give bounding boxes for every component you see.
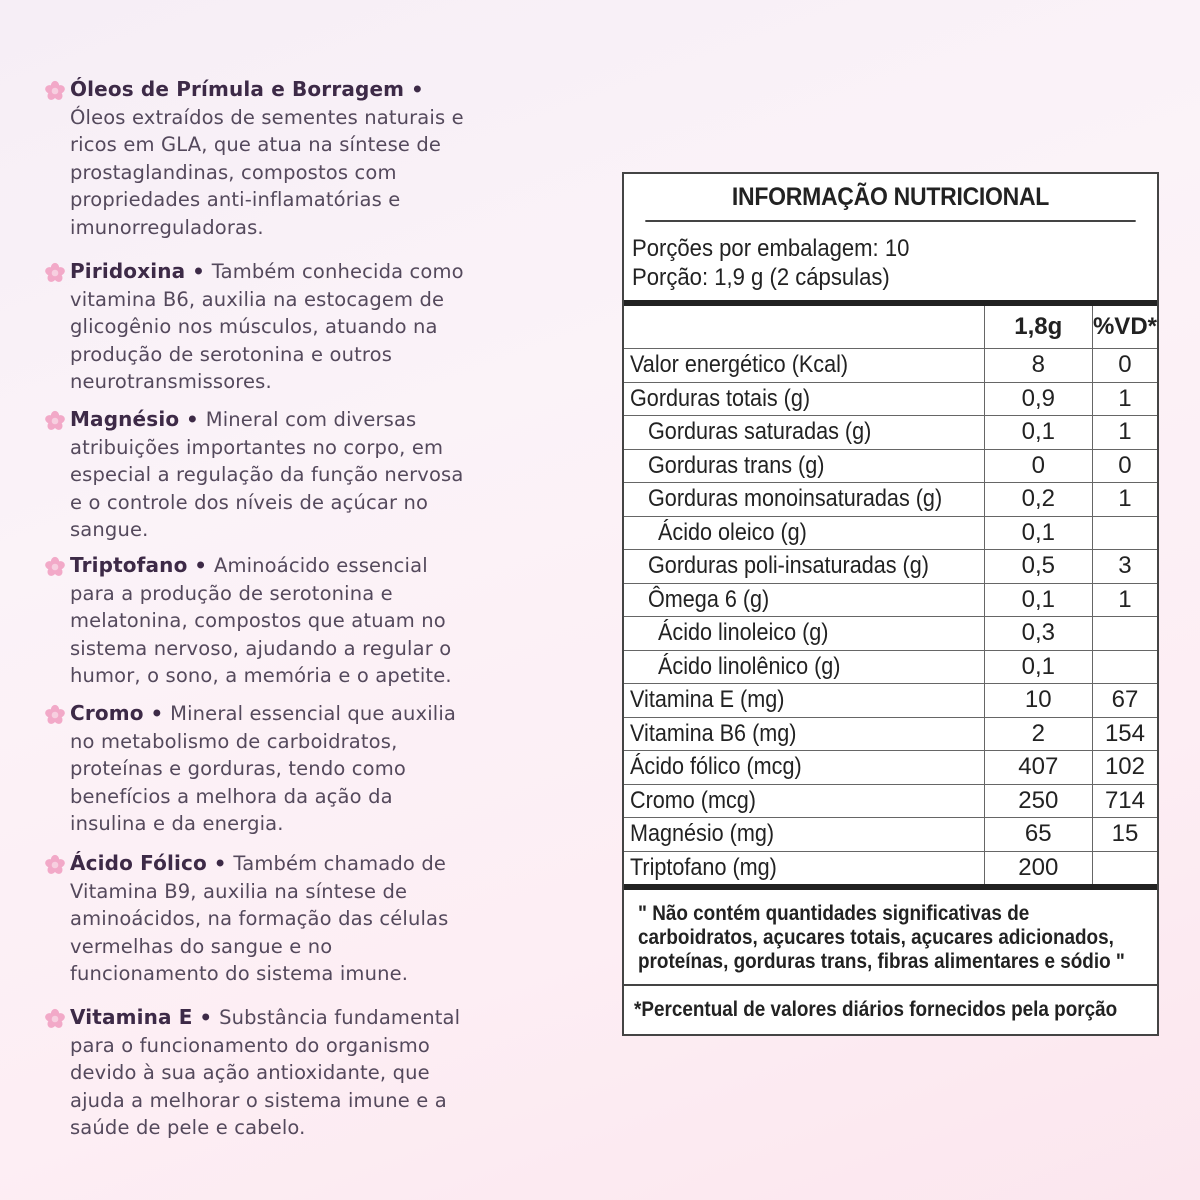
ingredient-item <box>44 1004 520 1142</box>
nutrient-row <box>624 784 1157 818</box>
nutrient-label-cell <box>624 416 984 450</box>
nutrient-daily-value: 1 <box>1092 583 1157 617</box>
ingredient-description-line: glicogênio nos músculos, atuando na <box>70 315 438 338</box>
nutrient-daily-value <box>1092 650 1157 684</box>
nutrient-label: Gorduras monoinsaturadas (g) <box>648 485 943 513</box>
bullet-separator: • <box>404 78 424 101</box>
nutrient-label: Ácido fólico (mcg) <box>630 753 802 781</box>
nutrient-daily-value <box>1092 516 1157 550</box>
ingredient-description-line: devido à sua ação antioxidante, que <box>70 1061 430 1084</box>
nutrient-amount: 0,9 <box>984 382 1092 416</box>
ingredient-description-line: sangue. <box>70 518 149 541</box>
nutrient-daily-value: 0 <box>1092 449 1157 483</box>
ingredient-description-line: melatonina, compostos que atuam no <box>70 609 446 632</box>
ingredient-name: Vitamina E <box>70 1005 193 1029</box>
nutrient-daily-value: 1 <box>1092 382 1157 416</box>
nutrient-amount: 407 <box>984 751 1092 785</box>
nutrient-label: Magnésio (mg) <box>630 820 775 848</box>
nutrient-label: Gorduras poli-insaturadas (g) <box>648 552 929 580</box>
nutrient-label-cell <box>624 550 984 584</box>
nutrient-label: Vitamina B6 (mg) <box>630 719 797 747</box>
ingredient-description-line: neurotransmissores. <box>70 370 272 393</box>
nutrient-amount: 0,2 <box>984 483 1092 517</box>
ingredient-name: Piridoxina <box>70 259 186 283</box>
nutrient-label-cell <box>624 382 984 416</box>
flower-icon <box>44 704 66 726</box>
nutrient-amount: 2 <box>984 717 1092 751</box>
ingredient-heading-line <box>70 700 520 728</box>
note-line: " Não contém quantidades significativas de <box>638 902 1030 925</box>
nutrient-row <box>624 483 1157 517</box>
nutrient-label: Cromo (mcg) <box>630 786 757 814</box>
ingredient-description-line: ajuda a melhorar o sistema imune e a <box>70 1088 447 1112</box>
ingredient-item <box>44 76 520 241</box>
bullet-separator: • <box>185 260 212 283</box>
ingredient-heading-line <box>70 850 520 878</box>
nutrient-amount: 0,1 <box>984 516 1092 550</box>
note-line: proteínas, gorduras trans, fibras alimentares e sódio " <box>638 950 1125 973</box>
ingredient-heading-line <box>70 552 520 580</box>
ingredient-name: Óleos de Prímula e Borragem <box>70 77 405 101</box>
nutrient-amount: 0,3 <box>984 617 1092 651</box>
nutrient-label-cell <box>624 583 984 617</box>
nutrient-label: Ômega 6 (g) <box>648 585 770 613</box>
ingredient-name: Cromo <box>70 701 144 725</box>
header-empty-cell <box>624 306 984 349</box>
nutrient-amount: 8 <box>984 349 1092 383</box>
nutrient-daily-value <box>1092 617 1157 651</box>
ingredient-description-line: vermelhas do sangue e no <box>70 934 333 958</box>
ingredient-description-line: imunorreguladoras. <box>70 215 264 239</box>
nutrient-daily-value <box>1092 851 1157 884</box>
ingredient-description-line: saúde de pele e cabelo. <box>70 1116 306 1139</box>
bullet-separator: • <box>192 1006 220 1029</box>
nutrition-note <box>624 884 1157 984</box>
nutrient-daily-value: 3 <box>1092 550 1157 584</box>
nutrient-row <box>624 449 1157 483</box>
nutrient-label: Gorduras totais (g) <box>630 384 811 412</box>
flower-icon <box>44 80 66 102</box>
nutrient-daily-value: 15 <box>1092 818 1157 852</box>
nutrient-label: Valor energético (Kcal) <box>630 351 849 379</box>
flower-icon <box>44 1008 66 1030</box>
nutrient-amount: 250 <box>984 784 1092 818</box>
nutrient-daily-value: 102 <box>1092 751 1157 785</box>
nutrient-row <box>624 583 1157 617</box>
nutrient-label: Gorduras trans (g) <box>648 451 825 479</box>
nutrient-row <box>624 516 1157 550</box>
nutrient-label-cell <box>624 717 984 751</box>
servings-per-package: Porções por embalagem: 10 <box>632 235 910 262</box>
ingredient-name: Magnésio <box>70 407 180 431</box>
nutrient-amount: 65 <box>984 818 1092 852</box>
ingredient-description-line: Óleos extraídos de sementes naturais e <box>70 105 464 129</box>
ingredient-description-first: Também conhecida como <box>211 260 464 283</box>
ingredient-heading-line <box>70 1004 520 1032</box>
nutrition-facts-table <box>622 172 1159 1036</box>
nutrition-title: INFORMAÇÃO NUTRICIONAL <box>645 174 1135 222</box>
nutrient-row <box>624 818 1157 852</box>
ingredient-description-line: sistema nervoso, ajudando a regular o <box>70 636 452 660</box>
note-line: carboidratos, açucares totais, açucares adicionados, <box>638 926 1114 949</box>
nutrient-row <box>624 751 1157 785</box>
nutrient-label-cell <box>624 349 984 383</box>
flower-icon <box>44 556 66 578</box>
nutrient-row <box>624 416 1157 450</box>
nutrient-amount: 0,1 <box>984 583 1092 617</box>
nutrient-label-cell <box>624 617 984 651</box>
nutrient-row <box>624 684 1157 718</box>
nutrient-amount: 0 <box>984 449 1092 483</box>
nutrient-label: Gorduras saturadas (g) <box>648 418 872 446</box>
ingredient-name: Triptofano <box>70 553 188 577</box>
ingredient-description-line: para o funcionamento do organismo <box>70 1033 430 1057</box>
portion-info <box>624 222 1157 306</box>
nutrient-label-cell <box>624 449 984 483</box>
nutrient-row <box>624 617 1157 651</box>
ingredient-description-line: ricos em GLA, que atua na síntese de <box>70 133 442 156</box>
nutrient-daily-value: 1 <box>1092 483 1157 517</box>
nutrient-row <box>624 382 1157 416</box>
ingredient-description-line: proteínas e gorduras, tendo como <box>70 757 406 780</box>
ingredient-heading-line <box>70 406 520 434</box>
nutrient-daily-value: 67 <box>1092 684 1157 718</box>
flower-icon <box>44 854 66 876</box>
nutrient-grid <box>624 306 1157 884</box>
nutrient-daily-value: 0 <box>1092 349 1157 383</box>
nutrient-row <box>624 851 1157 884</box>
nutrient-label-cell <box>624 516 984 550</box>
nutrient-row <box>624 349 1157 383</box>
nutrient-label: Vitamina E (mg) <box>630 686 785 714</box>
ingredient-heading-line <box>70 258 520 286</box>
ingredient-item <box>44 552 520 690</box>
ingredient-item <box>44 700 520 838</box>
ingredient-item <box>44 258 520 396</box>
ingredient-description-line: prostaglandinas, compostos com <box>70 160 397 184</box>
ingredient-description-first: Mineral essencial que auxilia <box>170 702 457 725</box>
ingredient-description-line: no metabolismo de carboidratos, <box>70 729 398 753</box>
nutrient-label-cell <box>624 818 984 852</box>
serving-size: Porção: 1,9 g (2 cápsulas) <box>632 264 890 291</box>
daily-value-footnote <box>624 984 1157 1034</box>
flower-icon <box>44 410 66 432</box>
nutrient-label-cell <box>624 483 984 517</box>
bullet-separator: • <box>187 554 214 577</box>
ingredient-item <box>44 406 520 544</box>
nutrient-row <box>624 550 1157 584</box>
nutrient-label: Ácido oleico (g) <box>658 518 807 546</box>
ingredient-description-line: especial a regulação da função nervosa <box>70 463 464 486</box>
nutrient-label: Triptofano (mg) <box>630 853 777 881</box>
ingredient-description-line: Vitamina B9, auxilia na síntese de <box>70 879 408 903</box>
ingredient-description-line: funcionamento do sistema imune. <box>70 962 409 985</box>
nutrient-daily-value: 1 <box>1092 416 1157 450</box>
ingredient-description-line: propriedades anti-inflamatórias e <box>70 188 401 211</box>
nutrient-label-cell <box>624 851 984 884</box>
bullet-separator: • <box>206 852 234 875</box>
footnote-text: *Percentual de valores diários fornecidos pela porção <box>634 998 1118 1021</box>
nutrient-label-cell <box>624 784 984 818</box>
nutrient-label-cell <box>624 751 984 785</box>
header-daily-value: %VD* <box>1092 306 1157 349</box>
nutrient-header-row <box>624 306 1157 349</box>
ingredient-description-line: vitamina B6, auxilia na estocagem de <box>70 287 445 311</box>
ingredient-description-line: insulina e da energia. <box>70 812 284 835</box>
ingredient-description-first: Aminoácido essencial <box>213 554 428 577</box>
ingredient-description-first: Também chamado de <box>233 852 447 875</box>
ingredient-description-line: atribuições importantes no corpo, em <box>70 435 444 459</box>
ingredient-description-line: aminoácidos, na formação das células <box>70 907 449 930</box>
nutrient-row <box>624 650 1157 684</box>
ingredient-item <box>44 850 520 988</box>
ingredient-description-line: para a produção de serotonina e <box>70 581 393 605</box>
ingredient-description-line: benefícios a melhora da ação da <box>70 784 393 808</box>
nutrient-label: Ácido linoleico (g) <box>658 619 829 647</box>
bullet-separator: • <box>143 702 171 725</box>
nutrient-amount: 0,5 <box>984 550 1092 584</box>
ingredient-description-first: Mineral com diversas <box>205 408 417 431</box>
ingredient-description-line: e o controle dos níveis de açúcar no <box>70 490 429 514</box>
ingredient-description-line: produção de serotonina e outros <box>70 342 393 366</box>
nutrient-amount: 0,1 <box>984 416 1092 450</box>
nutrient-label-cell <box>624 650 984 684</box>
bullet-separator: • <box>179 408 206 431</box>
ingredient-description-first: Substância fundamental <box>219 1006 461 1029</box>
nutrient-label: Ácido linolênico (g) <box>658 652 841 680</box>
flower-icon <box>44 262 66 284</box>
nutrient-amount: 0,1 <box>984 650 1092 684</box>
nutrient-label-cell <box>624 684 984 718</box>
ingredient-name: Ácido Fólico <box>70 851 207 875</box>
header-amount: 1,8g <box>984 306 1092 349</box>
ingredient-description-line: humor, o sono, a memória e o apetite. <box>70 664 452 687</box>
nutrient-row <box>624 717 1157 751</box>
nutrient-daily-value: 714 <box>1092 784 1157 818</box>
nutrient-daily-value: 154 <box>1092 717 1157 751</box>
nutrient-amount: 200 <box>984 851 1092 884</box>
ingredient-heading-line <box>70 76 520 104</box>
nutrient-amount: 10 <box>984 684 1092 718</box>
